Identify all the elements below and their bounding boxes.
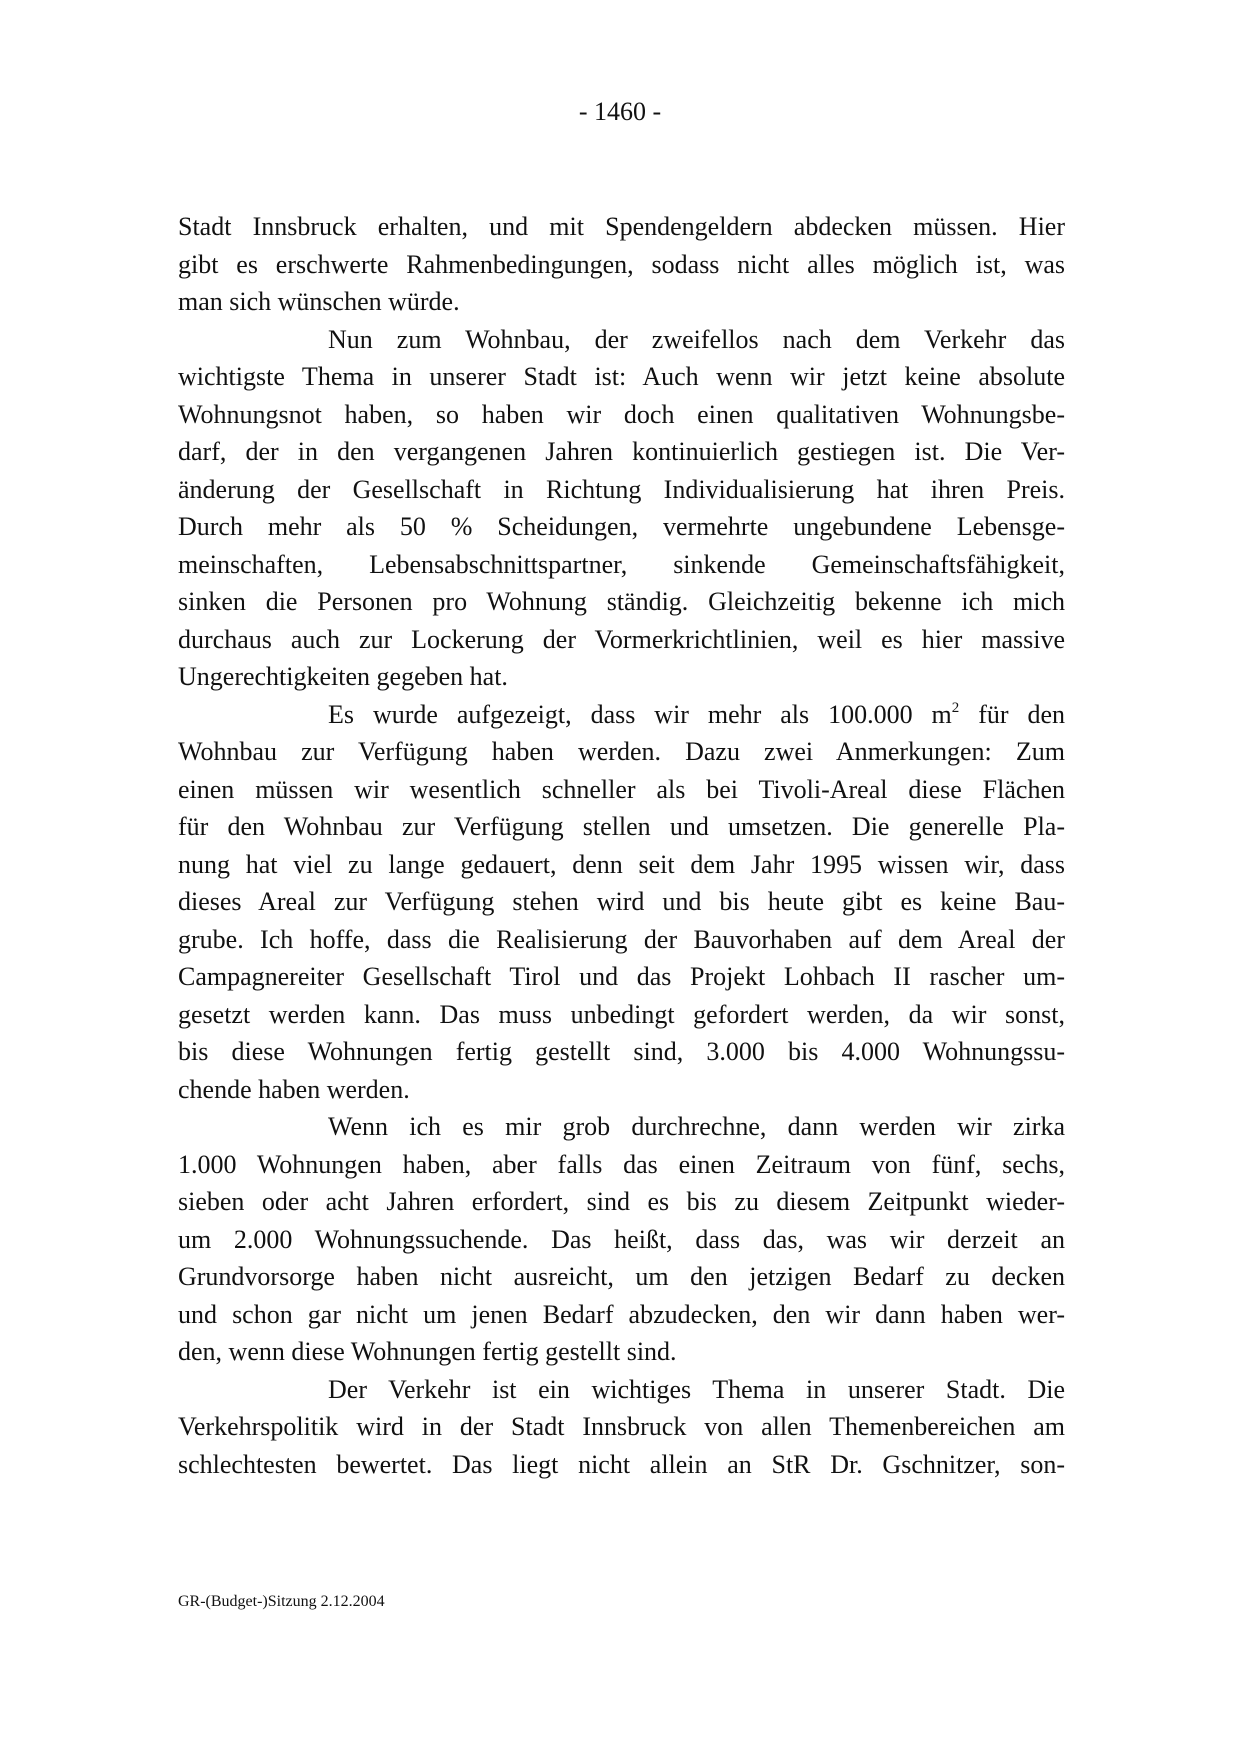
text-line: Wohnbau zur Verfügung haben werden. Dazu zwei Anmerkungen: Zum [178,737,1065,766]
text-line: den, wenn diese Wohnungen fertig gestellt sind. [178,1337,677,1366]
text-line: um 2.000 Wohnungssuchende. Das heißt, dass das, was wir derzeit an [178,1224,1065,1254]
text-line: einen müssen wir wesentlich schneller als bei Tivoli-Areal diese Flächen [178,774,1065,804]
text-line: und schon gar nicht um jenen Bedarf abzudecken, den wir dann haben wer- [178,1299,1065,1329]
text-line: Nun zum Wohnbau, der zweifellos nach dem Verkehr das [328,324,1065,354]
text-line: chende haben werden. [178,1074,410,1104]
text-line: bis diese Wohnungen fertig gestellt sind, 3.000 bis 4.000 Wohnungssu- [178,1037,1065,1066]
text-line: Stadt Innsbruck erhalten, und mit Spendengeldern abdecken müssen. Hier [178,212,1065,241]
text-line: 1.000 Wohnungen haben, aber falls das einen Zeitraum von fünf, sechs, [178,1149,1065,1179]
text-line: Durch mehr als 50 % Scheidungen, vermehrte ungebundene Lebensge- [178,512,1065,541]
text-line-with-superscript [178,696,1065,734]
text-line: Der Verkehr ist ein wichtiges Thema in unserer Stadt. Die [328,1374,1065,1404]
text-line: meinschaften, Lebensabschnittspartner, sinkende Gemeinschaftsfähigkeit, [178,549,1065,579]
text-line: Grundvorsorge haben nicht ausreicht, um den jetzigen Bedarf zu decken [178,1262,1065,1291]
text-line: änderung der Gesellschaft in Richtung Individualisierung hat ihren Preis. [178,474,1065,504]
text-line: gesetzt werden kann. Das muss unbedingt gefordert werden, da wir sonst, [178,999,1065,1029]
text-line: Ungerechtigkeiten gegeben hat. [178,662,508,691]
text-line: Wenn ich es mir grob durchrechne, dann werden wir zirka [328,1112,1065,1141]
text-line: schlechtesten bewertet. Das liegt nicht allein an StR Dr. Gschnitzer, son- [178,1449,1065,1479]
text-line: Campagnereiter Gesellschaft Tirol und das Projekt Lohbach II rascher um- [178,962,1065,991]
page-number: - 1460 - [578,97,662,126]
text-line: wichtigste Thema in unserer Stadt ist: Auch wenn wir jetzt keine absolute [178,362,1065,391]
text-line: Wohnungsnot haben, so haben wir doch einen qualitativen Wohnungsbe- [178,399,1065,429]
text-line: Verkehrspolitik wird in der Stadt Innsbruck von allen Themenbereichen am [178,1412,1065,1441]
text-line: nung hat viel zu lange gedauert, denn seit dem Jahr 1995 wissen wir, dass [178,849,1065,879]
text-line: für den Wohnbau zur Verfügung stellen und umsetzen. Die generelle Pla- [178,812,1065,841]
text-line: darf, der in den vergangenen Jahren kontinuierlich gestiegen ist. Die Ver- [178,437,1065,466]
footer-session-date: GR-(Budget-)Sitzung 2.12.2004 [178,1593,385,1610]
text-line: grube. Ich hoffe, dass die Realisierung der Bauvorhaben auf dem Areal der [178,924,1065,954]
text-line: man sich wünschen würde. [178,287,460,316]
text-segment: für den [959,699,1066,729]
superscript: 2 [951,699,960,716]
text-line: sinken die Personen pro Wohnung ständig. Gleichzeitig bekenne ich mich [178,587,1065,616]
text-segment: Es wurde aufgezeigt, dass wir mehr als 100.000 m [328,699,952,729]
text-line: gibt es erschwerte Rahmenbedingungen, sodass nicht alles möglich ist, was [178,249,1065,279]
text-line: durchaus auch zur Lockerung der Vormerkrichtlinien, weil es hier massive [178,624,1065,654]
body-text [178,208,1065,1483]
text-line: sieben oder acht Jahren erfordert, sind es bis zu diesem Zeitpunkt wieder- [178,1187,1065,1216]
text-line: dieses Areal zur Verfügung stehen wird und bis heute gibt es keine Bau- [178,887,1065,916]
